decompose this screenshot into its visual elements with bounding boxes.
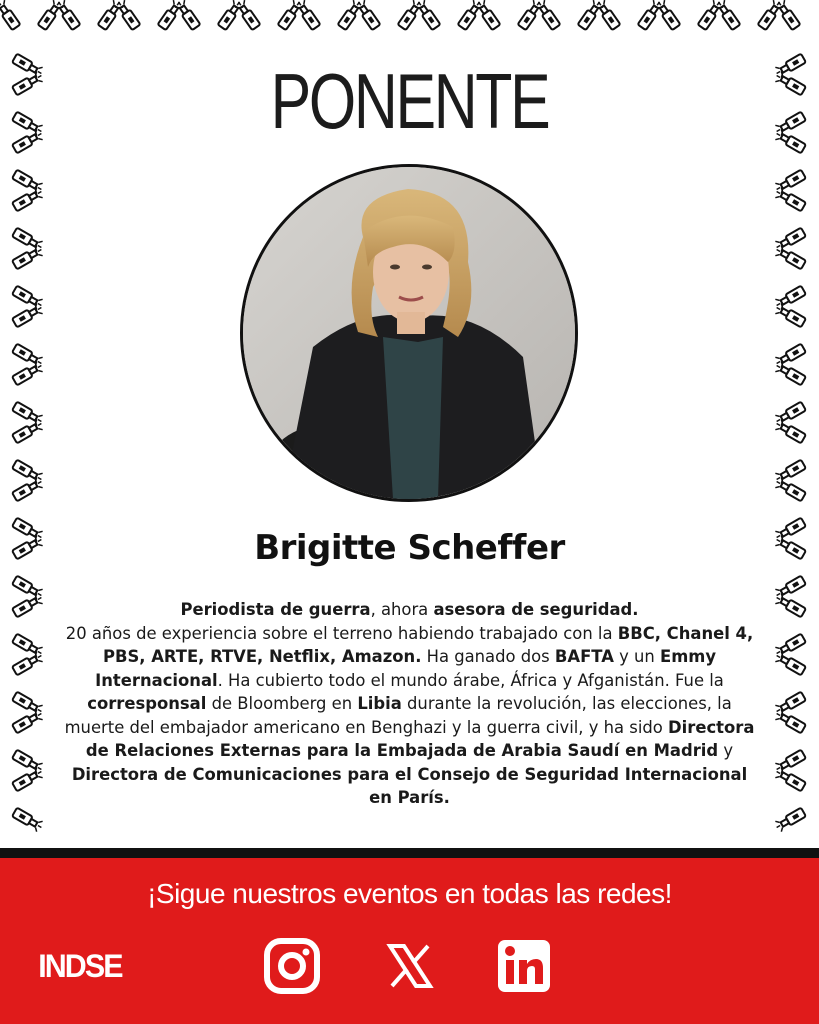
bottle-decoration [774,128,807,154]
bottle-decoration [12,650,45,676]
bottle-decoration [12,749,45,775]
social-cta: ¡Sigue nuestros eventos en todas las redes! [147,878,672,909]
bottle-decoration [774,708,807,734]
bottle-decoration [774,766,807,792]
speaker-name: Brigitte Scheffer [254,528,565,568]
bottle-decoration [774,343,807,369]
bottle-decoration [12,459,45,485]
bottle-decoration [774,592,807,618]
speaker-bio: Periodista de guerra, ahora asesora de seguridad. 20 años de experiencia sobre el terreno habiendo trabajado con la BBC, Chanel 4, PBS, ARTE, RTVE, Netflix, Amazon. Ha ganado dos BAFTA y un Emmy Internacional. Ha cubierto todo el mundo árabe, África y Afganistán. Fue la corresponsal de Bloomberg en Libia durante la revolución, las elecciones, la muerte del embajador americano en Benghazi y la guerra civil, y ha sido Directora de Relaciones Externas para la Embajada de Arabia Saudí en Madrid y Directora de Comunicaciones para el Consejo de Seguridad Internacional en París. [64,600,755,807]
bottle-decoration [774,70,807,96]
bio-role: Periodista de guerra [180,600,371,619]
bottle-decoration [0,0,21,31]
bottle-decoration [12,575,45,601]
bottle-decoration [12,418,45,444]
bottle-decoration [12,302,45,328]
bottle-decoration [774,111,807,137]
bottle-decoration [774,53,807,79]
bottle-decoration [12,592,45,618]
instagram-icon[interactable] [264,938,320,994]
bottle-decoration [774,401,807,427]
bottle-decoration [12,807,45,833]
bottle-decoration [774,650,807,676]
bottle-decoration [774,285,807,311]
bottle-decoration [12,53,45,79]
bottle-decoration [774,169,807,195]
speaker-portrait [240,164,578,502]
bottle-decoration [774,459,807,485]
bottle-decoration [12,186,45,212]
bottle-decoration [774,418,807,444]
bottle-decoration [12,111,45,137]
bottle-decoration [12,708,45,734]
indse-logo: INDSE [38,948,122,984]
bottle-decoration [12,343,45,369]
bottle-decoration [12,633,45,659]
bottle-decoration [12,70,45,96]
bottle-decoration [774,749,807,775]
bottle-decoration [12,476,45,502]
bottle-decoration [12,169,45,195]
bottle-decoration [774,227,807,253]
bottle-decoration [774,302,807,328]
footer [0,858,819,1024]
bottle-decoration [774,244,807,270]
bottle-decoration [774,476,807,502]
bottle-decoration [774,807,807,833]
bottle-decoration [12,401,45,427]
page-title: PONENTE [270,57,549,145]
bottle-decoration [12,766,45,792]
bottle-decoration [774,360,807,386]
portrait-image [243,167,575,499]
bottle-decoration [12,244,45,270]
bottle-decoration [774,186,807,212]
x-icon[interactable] [382,938,438,994]
bottle-decoration [12,360,45,386]
bottle-decoration [12,227,45,253]
bottle-decoration [774,575,807,601]
bottle-decoration [12,128,45,154]
bottle-decoration [12,691,45,717]
bottle-decoration [774,691,807,717]
bottle-decoration [774,633,807,659]
bottle-decoration [12,285,45,311]
footer-divider [0,848,819,858]
linkedin-icon[interactable] [496,938,552,994]
